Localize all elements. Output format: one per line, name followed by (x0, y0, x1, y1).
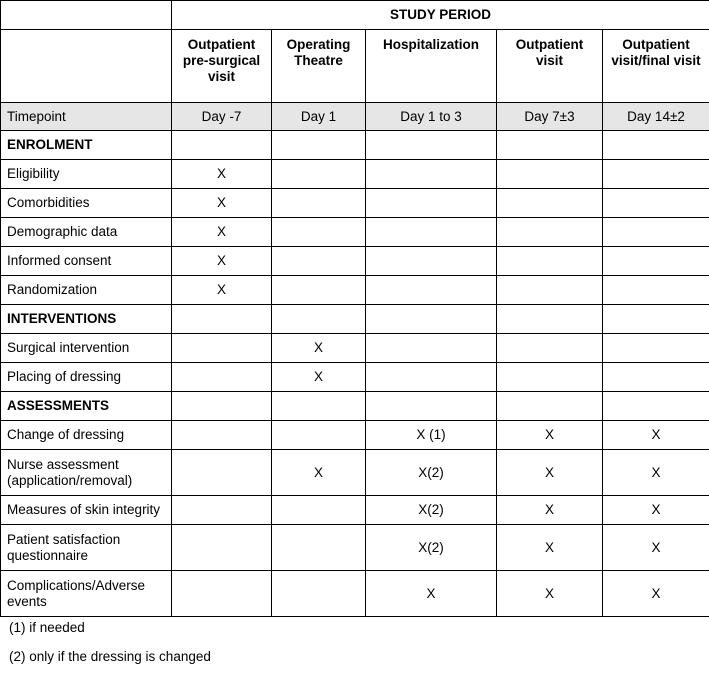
schedule-cell (272, 525, 366, 571)
schedule-cell: X (497, 525, 603, 571)
schedule-cell (603, 363, 709, 392)
schedule-cell (603, 218, 709, 247)
table-row (1, 571, 709, 617)
table-row (1, 160, 709, 189)
schedule-cell (603, 160, 709, 189)
study-period-title: STUDY PERIOD (172, 1, 709, 30)
schedule-cell (603, 276, 709, 305)
schedule-cell (272, 496, 366, 525)
schedule-cell: X (172, 189, 272, 218)
schedule-cell (172, 421, 272, 450)
table-row (1, 525, 709, 571)
timepoint-cell: Day 1 (272, 103, 366, 131)
empty-cell (366, 131, 497, 160)
schedule-cell: X (172, 276, 272, 305)
table-row (1, 334, 709, 363)
footnote-2: (2) only if the dressing is changed (9, 649, 211, 678)
section-row-interventions (1, 305, 709, 334)
footnote-1: (1) if needed (9, 620, 211, 649)
table-row (1, 276, 709, 305)
row-label: Eligibility (1, 160, 172, 189)
table-row (1, 421, 709, 450)
timepoint-label: Timepoint (1, 103, 172, 131)
schedule-cell: X (603, 525, 709, 571)
schedule-cell: X (1) (366, 421, 497, 450)
schedule-cell: X (272, 334, 366, 363)
row-label: Measures of skin integrity (1, 496, 172, 525)
table-row (1, 247, 709, 276)
schedule-cell: X (603, 450, 709, 496)
empty-cell (603, 305, 709, 334)
schedule-cell (172, 525, 272, 571)
empty-visit-label-cell (1, 30, 172, 103)
schedule-cell (497, 189, 603, 218)
schedule-cell (272, 421, 366, 450)
schedule-cell (272, 571, 366, 617)
schedule-cell (172, 571, 272, 617)
empty-cell (603, 392, 709, 421)
schedule-cell (366, 189, 497, 218)
schedule-cell (603, 247, 709, 276)
visit-header-hospitalization: Hospitalization (366, 30, 497, 103)
empty-cell (497, 392, 603, 421)
row-label: Placing of dressing (1, 363, 172, 392)
schedule-cell (172, 363, 272, 392)
schedule-cell: X (497, 450, 603, 496)
schedule-cell: X(2) (366, 525, 497, 571)
table-row (1, 363, 709, 392)
empty-cell (272, 392, 366, 421)
row-label: Demographic data (1, 218, 172, 247)
empty-cell (366, 305, 497, 334)
empty-cell (172, 131, 272, 160)
row-label: Patient satisfaction questionnaire (1, 525, 172, 571)
timepoint-cell: Day 1 to 3 (366, 103, 497, 131)
table-row (1, 189, 709, 218)
schedule-cell (366, 276, 497, 305)
schedule-cell (366, 218, 497, 247)
empty-cell (272, 131, 366, 160)
table-row (1, 218, 709, 247)
schedule-cell: X (603, 496, 709, 525)
empty-corner-cell (1, 1, 172, 30)
schedule-cell: X (497, 421, 603, 450)
visit-header-row (1, 30, 709, 103)
schedule-cell: X (497, 571, 603, 617)
visit-header-outpatient: Outpatient visit (497, 30, 603, 103)
schedule-cell (272, 160, 366, 189)
timepoint-cell: Day 7±3 (497, 103, 603, 131)
section-label-assessments: ASSESSMENTS (1, 392, 172, 421)
section-row-assessments (1, 392, 709, 421)
schedule-cell (603, 334, 709, 363)
schedule-cell: X (172, 160, 272, 189)
row-label: Comorbidities (1, 189, 172, 218)
schedule-cell (272, 247, 366, 276)
row-label: Surgical intervention (1, 334, 172, 363)
schedule-cell (172, 334, 272, 363)
footnotes (9, 620, 211, 678)
row-label: Randomization (1, 276, 172, 305)
schedule-cell (172, 450, 272, 496)
visit-header-operating-theatre: Operating Theatre (272, 30, 366, 103)
row-label: Complications/Adverse events (1, 571, 172, 617)
section-label-enrolment: ENROLMENT (1, 131, 172, 160)
empty-cell (272, 305, 366, 334)
empty-cell (603, 131, 709, 160)
row-label: Informed consent (1, 247, 172, 276)
schedule-cell (497, 363, 603, 392)
visit-header-final: Outpatient visit/final visit (603, 30, 709, 103)
empty-cell (497, 131, 603, 160)
schedule-cell (603, 189, 709, 218)
row-label: Change of dressing (1, 421, 172, 450)
schedule-cell (366, 160, 497, 189)
schedule-cell: X (366, 571, 497, 617)
schedule-cell: X (603, 571, 709, 617)
schedule-cell: X(2) (366, 496, 497, 525)
schedule-cell (497, 160, 603, 189)
schedule-cell: X (272, 363, 366, 392)
schedule-cell (497, 334, 603, 363)
schedule-cell (497, 247, 603, 276)
row-label: Nurse assessment (application/removal) (1, 450, 172, 496)
table-row (1, 450, 709, 496)
schedule-cell (272, 218, 366, 247)
schedule-cell (172, 496, 272, 525)
empty-cell (366, 392, 497, 421)
timepoint-cell: Day 14±2 (603, 103, 709, 131)
schedule-cell: X (497, 496, 603, 525)
schedule-cell: X (272, 450, 366, 496)
schedule-cell: X(2) (366, 450, 497, 496)
schedule-cell (366, 334, 497, 363)
timepoint-cell: Day -7 (172, 103, 272, 131)
schedule-cell (272, 189, 366, 218)
schedule-cell: X (603, 421, 709, 450)
schedule-cell (497, 218, 603, 247)
empty-cell (172, 392, 272, 421)
schedule-cell (497, 276, 603, 305)
schedule-cell: X (172, 247, 272, 276)
table-row (1, 496, 709, 525)
section-row-enrolment (1, 131, 709, 160)
schedule-cell (366, 363, 497, 392)
empty-cell (497, 305, 603, 334)
visit-header-pre-surgical: Outpatient pre-surgical visit (172, 30, 272, 103)
schedule-cell (366, 247, 497, 276)
section-label-interventions: INTERVENTIONS (1, 305, 172, 334)
study-period-header-row (1, 1, 709, 30)
schedule-cell (272, 276, 366, 305)
timepoint-row (1, 103, 709, 131)
empty-cell (172, 305, 272, 334)
schedule-cell: X (172, 218, 272, 247)
